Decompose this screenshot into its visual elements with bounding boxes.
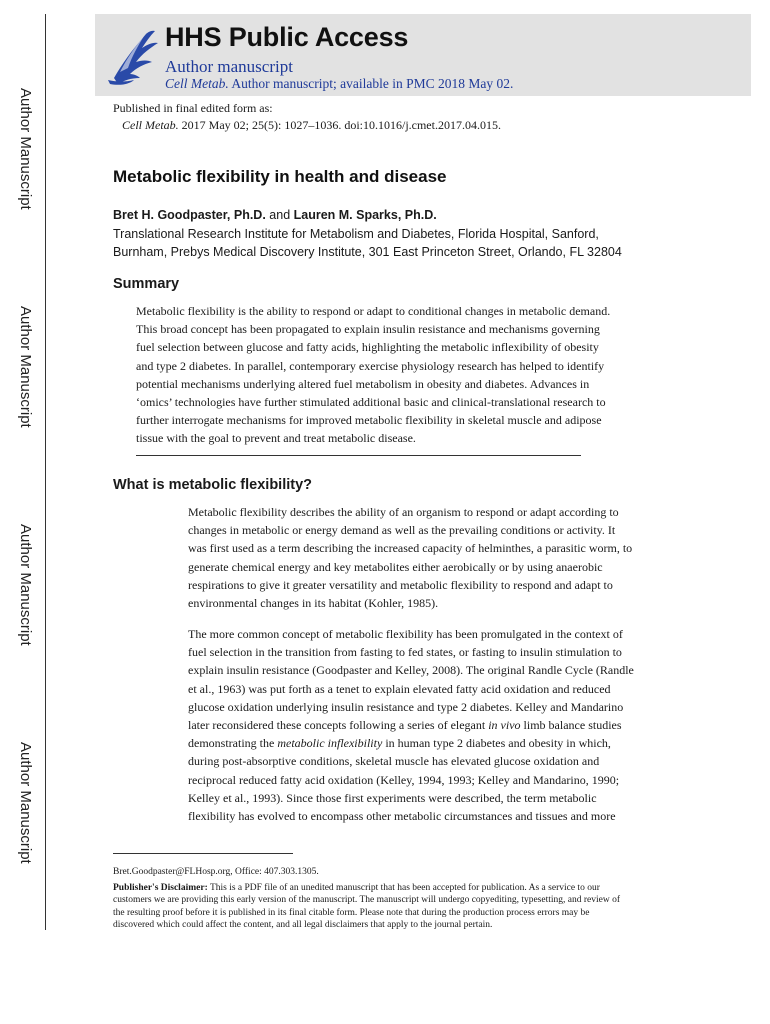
text-line: generate chemical energy and key metabolites either aerobically or by using anaerobic bbox=[188, 559, 603, 574]
text-line: This broad concept has been propagated to explain insulin resistance and mechanisms governing bbox=[136, 322, 600, 337]
text-run: demonstrating the bbox=[188, 736, 278, 751]
side-label-author-manuscript: Author Manuscript bbox=[17, 88, 34, 210]
text-line: environmental changes in its habitat (Kohler, 1985). bbox=[188, 596, 439, 611]
hhs-eagle-logo-icon bbox=[100, 20, 164, 90]
author-name: Lauren M. Sparks, Ph.D. bbox=[293, 208, 437, 222]
paragraph bbox=[188, 625, 663, 825]
text-line: further interrogate mechanisms for improved metabolic flexibility in skeletal muscle and adipose bbox=[136, 413, 602, 428]
italic-term: in vivo bbox=[488, 718, 521, 733]
text-line: respirations to give it greater versatility and metabolic flexibility to respond and adapt to bbox=[188, 577, 613, 592]
text-line: tissue with the goal to prevent and treat metabolic disease. bbox=[136, 431, 416, 446]
hhs-public-access-title: HHS Public Access bbox=[165, 22, 409, 52]
italic-term: metabolic inflexibility bbox=[277, 736, 383, 751]
affiliation-line: Translational Research Institute for Metabolism and Diabetes, Florida Hospital, Sanford, bbox=[113, 227, 599, 241]
corresponding-email: Bret.Goodpaster@FLHosp.org, Office: 407.303.1305. bbox=[113, 867, 319, 877]
text-line bbox=[188, 716, 663, 734]
text-line: the resulting proof before it is published in its final citable form. Please note that during the production process errors may be bbox=[113, 907, 590, 918]
text-line: and type 2 diabetes. In parallel, contemporary exercise physiology research has helped to identify bbox=[136, 358, 605, 373]
disclaimer-label: Publisher's Disclaimer: bbox=[113, 883, 208, 893]
text-line: customers we are providing this early version of the manuscript. The manuscript will undergo copyediting, typesetting, and review of bbox=[113, 895, 620, 906]
text-line: Metabolic flexibility is the ability to respond or adapt to conditional changes in metabolic demand. bbox=[136, 304, 611, 318]
text-line bbox=[188, 734, 663, 752]
paragraph bbox=[188, 503, 663, 612]
affiliation-line: Burnham, Prebys Medical Discovery Institute, 301 East Princeton Street, Orlando, FL 32804 bbox=[113, 245, 622, 259]
text-line: changes in metabolic or energy demand as well as the prevailing conditions or activity. It bbox=[188, 523, 616, 538]
text-run: in human type 2 diabetes and obesity in which, bbox=[382, 736, 611, 751]
side-label-author-manuscript: Author Manuscript bbox=[17, 524, 34, 646]
text-line: flexibility has evolved to encompass other metabolic circumstances and tissues and more bbox=[188, 809, 616, 824]
article-title: Metabolic flexibility in health and disease bbox=[113, 167, 447, 186]
text-line: Kelley et al., 1993). Since those first experiments were described, the term metabolic bbox=[188, 790, 597, 805]
affiliation bbox=[113, 225, 673, 261]
published-label: Published in final edited form as: bbox=[113, 101, 273, 115]
author-line bbox=[113, 208, 437, 222]
author-manuscript-label: Author manuscript bbox=[165, 57, 293, 76]
text-line: glucose oxidation underlying insulin resistance and type 2 diabetes. Kelley and Mandarino bbox=[188, 699, 624, 714]
side-label-author-manuscript: Author Manuscript bbox=[17, 742, 34, 864]
text-line bbox=[113, 882, 653, 894]
text-line: reciprocal reduced fatty acid oxidation (Kelley, 1994, 1993; Kelley and Mandarino, 1990; bbox=[188, 772, 620, 787]
text-line: Metabolic flexibility describes the ability of an organism to respond or adapt according to bbox=[188, 505, 619, 519]
text-line: The more common concept of metabolic flexibility has been promulgated in the context of bbox=[188, 627, 623, 641]
citation-details: 2017 May 02; 25(5): 1027–1036. doi:10.1016/j.cmet.2017.04.015. bbox=[178, 118, 501, 132]
text-line: fuel selection between glucose and fatty acids, highlighting the metabolic inflexibility of obesity bbox=[136, 340, 599, 355]
text-run: This is a PDF file of an unedited manuscript that has been accepted for publication. As a service to our bbox=[207, 883, 600, 893]
summary-body bbox=[136, 302, 648, 448]
text-line: fuel selection in the transition from fasting to fed states, or fasting to insulin stimulation to bbox=[188, 645, 622, 660]
side-label-author-manuscript: Author Manuscript bbox=[17, 306, 34, 428]
journal-availability bbox=[165, 76, 513, 92]
section-heading: What is metabolic flexibility? bbox=[113, 477, 313, 493]
text-line: discovered which could affect the content, and all legal disclaimers that apply to the journal pertain. bbox=[113, 920, 493, 931]
text-line: ‘omics’ technologies have further stimulated additional basic and clinical-translational research to bbox=[136, 395, 606, 410]
summary-heading: Summary bbox=[113, 276, 180, 292]
citation-journal: Cell Metab. bbox=[122, 118, 179, 132]
availability-text: Author manuscript; available in PMC 2018 May 02. bbox=[228, 76, 514, 91]
journal-name: Cell Metab. bbox=[165, 76, 229, 91]
text-run: later reconsidered these concepts following a series of elegant bbox=[188, 718, 489, 733]
text-line: was first used as a term describing the increased capacity of helminthes, a parasitic worm, to bbox=[188, 541, 633, 556]
text-line: et al., 1963) was put forth as a tenet to explain elevated fatty acid oxidation and reduced bbox=[188, 681, 611, 696]
author-conjunction: and bbox=[265, 208, 294, 222]
text-line: explain insulin resistance (Goodpaster and Kelley, 2008). The original Randle Cycle (Randle bbox=[188, 663, 634, 678]
author-name: Bret H. Goodpaster, Ph.D. bbox=[113, 208, 266, 222]
margin-rule bbox=[45, 14, 46, 930]
citation bbox=[122, 118, 501, 133]
footnote-rule bbox=[113, 853, 293, 854]
text-line: during post-absorptive conditions, skeletal muscle has elevated glucose oxidation and bbox=[188, 754, 600, 769]
publisher-disclaimer bbox=[113, 882, 653, 932]
text-line: potential mechanisms underlying altered fuel metabolism in obesity and diabetes. Advances in bbox=[136, 376, 590, 391]
text-run: limb balance studies bbox=[520, 718, 622, 733]
summary-divider bbox=[136, 455, 581, 456]
